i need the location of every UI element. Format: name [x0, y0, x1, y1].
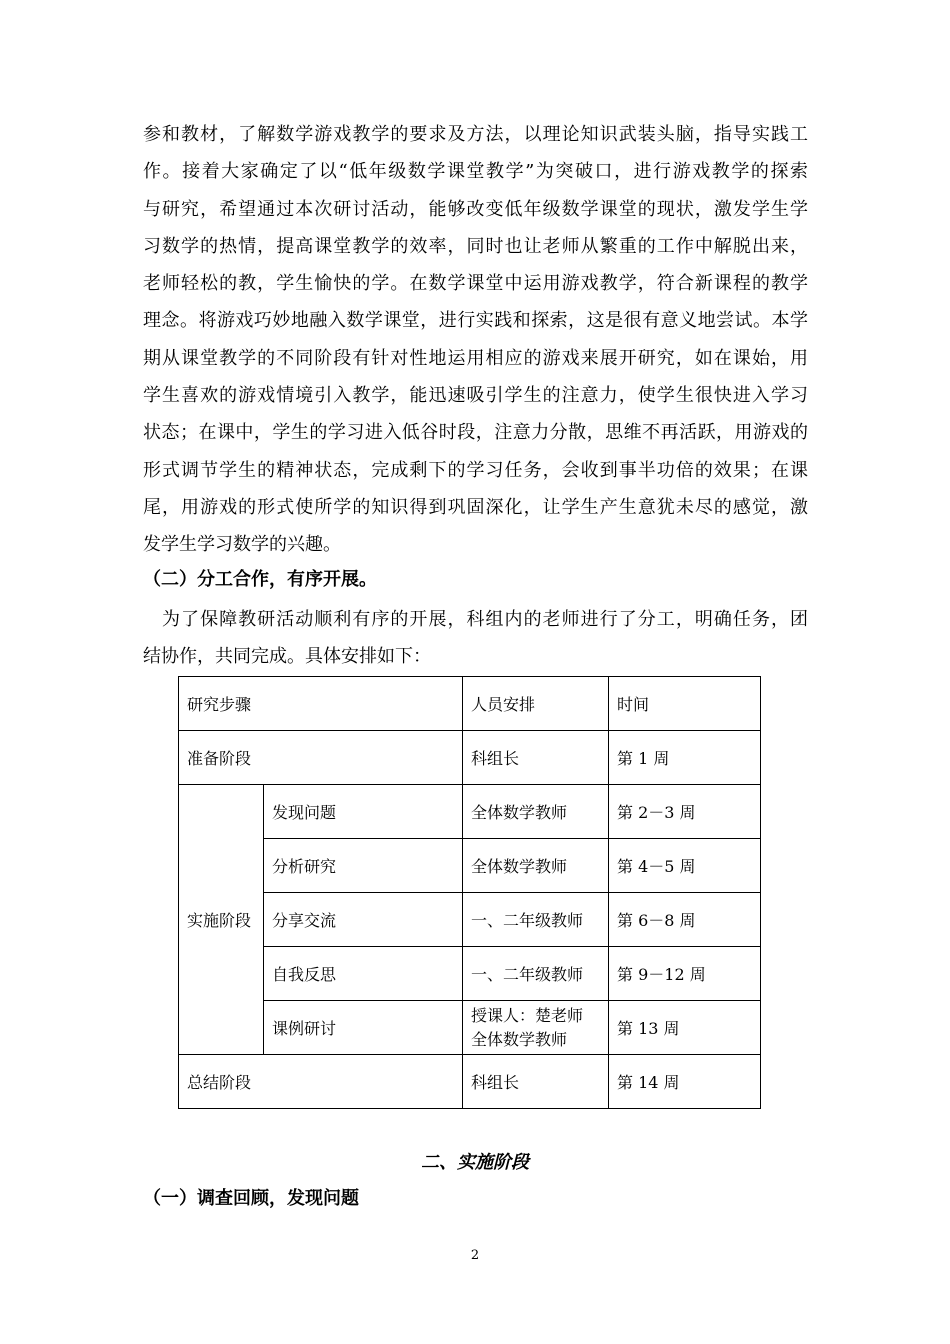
table-row [179, 839, 761, 893]
page-number: 2 [470, 1248, 480, 1263]
table-row [179, 785, 761, 839]
cell-time: 第 9－12 周 [609, 947, 761, 1001]
cell-substep: 发现问题 [264, 785, 463, 839]
text-line: 发学生学习数学的兴趣。 [143, 534, 341, 556]
text-line: 作。接着大家确定了以“低年级数学课堂教学”为突破口，进行游戏教学的探索 [143, 161, 808, 183]
cell-people: 一、二年级教师 [463, 893, 609, 947]
text-line: 为了保障教研活动顺利有序的开展，科组内的老师进行了分工，明确任务，团 [143, 609, 808, 630]
cell-people: 全体数学教师 [463, 839, 609, 893]
cell-substep: 分析研究 [264, 839, 463, 893]
heading-survey: （一）调查回顾，发现问题 [143, 1188, 359, 1209]
header-people: 人员安排 [463, 677, 609, 731]
cell-step: 准备阶段 [179, 731, 463, 785]
cell-time: 第 1 周 [609, 731, 761, 785]
cell-time: 第 2－3 周 [609, 785, 761, 839]
table-row [179, 947, 761, 1001]
heading-division-of-work: （二）分工合作，有序开展。 [143, 569, 377, 590]
cell-substep: 分享交流 [264, 893, 463, 947]
text-line: 与研究，希望通过本次研讨活动，能够改变低年级数学课堂的现状，激发学生学 [143, 198, 808, 220]
cell-people: 科组长 [463, 1055, 609, 1109]
table-row [179, 1055, 761, 1109]
paragraph-game-teaching [143, 116, 808, 564]
cell-people: 全体数学教师 [463, 785, 609, 839]
text-line: 期从课堂教学的不同阶段有针对性地运用相应的游戏来展开研究，如在课始，用 [143, 347, 808, 369]
cell-time: 第 4－5 周 [609, 839, 761, 893]
cell-substep: 自我反思 [264, 947, 463, 1001]
table-row [179, 1001, 761, 1055]
text-line: 老师轻松的教，学生愉快的学。在数学课堂中运用游戏教学，符合新课程的教学 [143, 273, 808, 295]
text-line: 结协作，共同完成。具体安排如下： [143, 646, 431, 668]
schedule-table [178, 676, 761, 1109]
cell-time: 第 14 周 [609, 1055, 761, 1109]
text-line: 参和教材，了解数学游戏教学的要求及方法，以理论知识武装头脑，指导实践工 [143, 124, 808, 145]
section-title: 二、实施阶段 [421, 1152, 529, 1173]
text-line: 学生喜欢的游戏情境引入教学，能迅速吸引学生的注意力，使学生很快进入学习 [143, 385, 808, 407]
text-line: 习数学的热情，提高课堂教学的效率，同时也让老师从繁重的工作中解脱出来， [143, 235, 808, 257]
cell-time: 第 6－8 周 [609, 893, 761, 947]
header-step: 研究步骤 [179, 677, 463, 731]
paragraph-arrangement [143, 601, 808, 676]
text-line: 理念。将游戏巧妙地融入数学课堂，进行实践和探索，这是很有意义地尝试。本学 [143, 310, 808, 332]
text-line: 状态；在课中，学生的学习进入低谷时段，注意力分散，思维不再活跃，用游戏的 [143, 422, 808, 444]
cell-step: 总结阶段 [179, 1055, 463, 1109]
text-line: 尾，用游戏的形式使所学的知识得到巩固深化，让学生产生意犹未尽的感觉，激 [143, 496, 808, 518]
table-row [179, 731, 761, 785]
text-line: 形式调节学生的精神状态，完成剩下的学习任务，会收到事半功倍的效果；在课 [143, 459, 808, 481]
cell-substep: 课例研讨 [264, 1001, 463, 1055]
people-line: 全体数学教师 [471, 1029, 568, 1049]
cell-people [463, 1001, 609, 1055]
cell-impl-stage: 实施阶段 [179, 785, 264, 1055]
header-time: 时间 [609, 677, 761, 731]
cell-people: 科组长 [463, 731, 609, 785]
table-row [179, 893, 761, 947]
people-line: 授课人：楚老师 [471, 1005, 584, 1025]
table-header-row [179, 677, 761, 731]
cell-time: 第 13 周 [609, 1001, 761, 1055]
cell-people: 一、二年级教师 [463, 947, 609, 1001]
